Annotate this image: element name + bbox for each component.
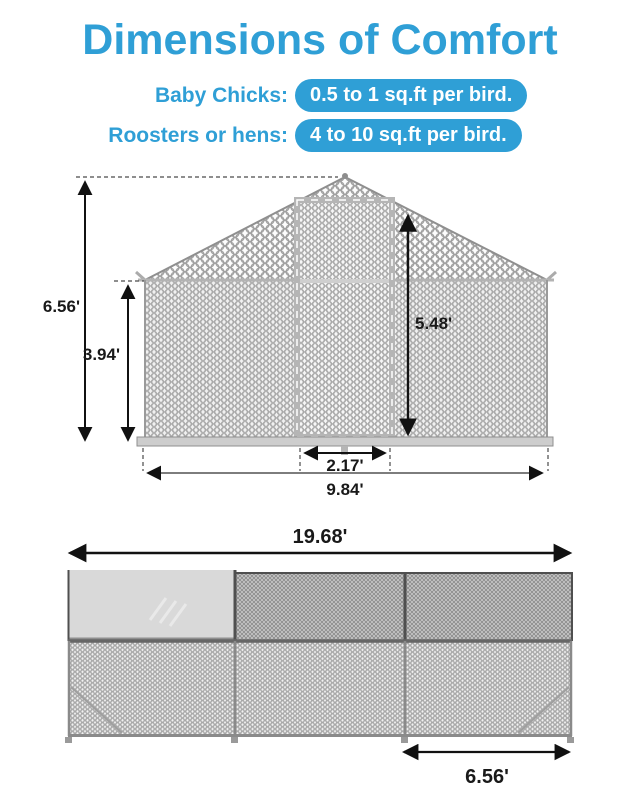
guideline-value-pill: 0.5 to 1 sq.ft per bird.	[295, 79, 527, 112]
guideline-row-baby-chicks	[0, 79, 640, 112]
guideline-row-roosters-hens	[0, 119, 640, 152]
side-upper-band	[68, 570, 572, 641]
guideline-value-pill: 4 to 10 sq.ft per bird.	[295, 119, 522, 152]
front-view-diagram	[0, 160, 640, 515]
total-height-label: 6.56'	[42, 297, 80, 316]
door-width-label: 2.17'	[326, 456, 364, 475]
total-width-label: 9.84'	[326, 480, 364, 499]
total-length-label: 19.68'	[292, 526, 348, 548]
coop-front-door	[297, 200, 392, 437]
wall-height-label: 3.94'	[82, 345, 120, 364]
tarp-cover	[68, 570, 235, 641]
guideline-label: Roosters or hens:	[108, 123, 288, 147]
space-guidelines	[0, 79, 640, 152]
side-view-diagram	[0, 520, 640, 800]
page-title: Dimensions of Comfort	[82, 16, 558, 64]
door-height-label: 5.48'	[415, 314, 453, 333]
guideline-label: Baby Chicks:	[154, 83, 288, 107]
section-length-label: 6.56'	[465, 766, 509, 788]
coop-side-drawing	[0, 520, 640, 800]
side-lower-band	[65, 641, 574, 743]
side-mesh-lower	[68, 641, 572, 736]
